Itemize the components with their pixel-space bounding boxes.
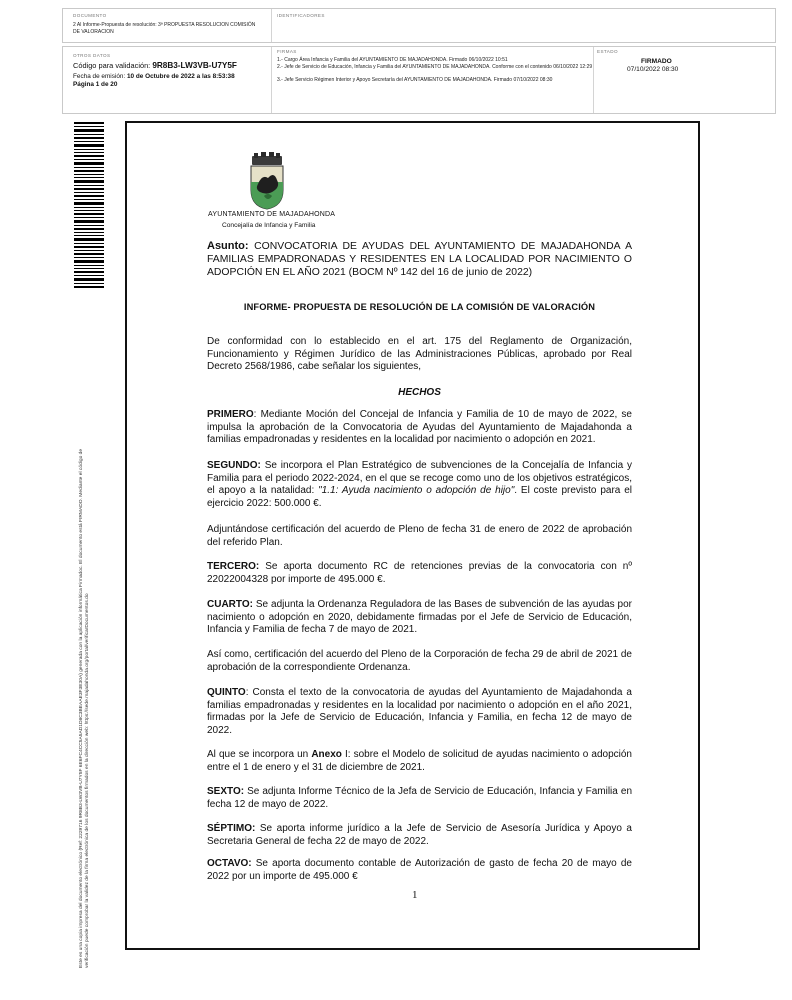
subject-label: Asunto: <box>207 240 249 252</box>
page-number: 1 <box>412 889 418 901</box>
document-title: INFORME- PROPUESTA DE RESOLUCIÓN DE LA COMISIÓN DE VALORACIÓN <box>243 302 596 312</box>
paragraph-segundo <box>207 460 632 510</box>
estado-value: FIRMADO <box>641 58 672 65</box>
quinto-label: QUINTO <box>207 687 246 698</box>
septimo-label: SÉPTIMO: <box>207 823 256 834</box>
paragraph-quinto <box>207 687 632 737</box>
segundo-italic: "1.1: Ayuda nacimiento o adopción de hijo" <box>318 485 515 497</box>
intro-paragraph: De conformidad con lo establecido en el art. 175 del Reglamento de Organización, Funcionamiento y Régimen Jurídico de las Administraciones Públicas, aprobado por Real Decreto 2568/1986, cabe señalar los siguientes, <box>207 336 632 373</box>
org-name: AYUNTAMIENTO DE MAJADAHONDA <box>208 211 336 218</box>
header-divider <box>271 9 272 42</box>
department-name: Concejalía de Infancia y Familia <box>222 222 316 229</box>
paragraph-septimo <box>207 823 632 848</box>
septimo-text: Se aporta informe jurídico a la Jefe de Servicio de Asesoría Jurídica y Apoyo a Secretaria General de fecha 22 de mayo de 2022. <box>207 823 632 847</box>
otros-datos-label: OTROS DATOS <box>73 53 111 58</box>
sexto-label: SEXTO: <box>207 786 245 797</box>
document-header-bottom <box>62 46 776 114</box>
tercero-label: TERCERO: <box>207 561 260 572</box>
header-divider <box>271 47 272 113</box>
verification-side-text <box>79 288 92 968</box>
subject-text: CONVOCATORIA DE AYUDAS DEL AYUNTAMIENTO DE MAJADAHONDA A FAMILIAS EMPADRONADAS Y RESIDENTES EN LA LOCALIDAD POR NACIMIENTO O ADOPCIÓN EN EL AÑO 2021 (BOCM Nº 142 del 16 de junio de 2022) <box>207 241 632 278</box>
coat-of-arms-icon <box>246 152 288 210</box>
segundo-text: Se incorpora el Plan Estratégico de subvenciones de la Concejalía de Infancia y Familia para el periodo 2022-2024, en el que se recoge como uno de los objetivos estratégicos, el apoyo a la natalidad: <box>207 460 632 497</box>
paragraph-sexto <box>207 786 632 811</box>
estado-date: 07/10/2022 08:30 <box>627 66 679 73</box>
paragraph-cuarto <box>207 599 632 637</box>
octavo-text: Se aporta documento contable de Autorización de gasto de fecha 20 de mayo de 2022 por un importe de 495.000 € <box>207 858 632 882</box>
signature-1: 1.- Cargo Área Infancia y Familia del AYUNTAMIENTO DE MAJADAHONDA. Firmado 06/10/2022 10:51 <box>277 57 508 63</box>
primero-label: PRIMERO <box>207 409 254 420</box>
cuarto-text: Se adjunta la Ordenanza Reguladora de las Bases de subvención de las ayudas por nacimiento o adopción en 2020, debidamente firmadas por el Jefe de Servicio de Educación, Infancia y Familia de fecha 7 de mayo de 2021. <box>207 599 632 636</box>
primero-text: : Mediante Moción del Concejal de Infancia y Familia de 10 de mayo de 2022, se impulsa la aprobación de la Convocatoria de Ayudas del Ayuntamiento de Majadahonda a familias empadronadas y residentes en la localidad por nacimiento o adopción en 2021. <box>207 409 632 446</box>
paragraph-tercero <box>207 561 632 586</box>
signature-3: 3.- Jefe Servicio Régimen Interior y Apoyo Secretaría del AYUNTAMIENTO DE MAJADAHONDA. Firmado 07/10/2022 08:30 <box>277 77 553 83</box>
cuarto-label: CUARTO: <box>207 599 253 610</box>
codigo-value[interactable]: 9R8B3-LW3VB-U7Y5F <box>152 61 237 70</box>
documento-value: 2 Al Informe-Propuesta de resolución: 3ª PROPUESTA RESOLUCION COMISIÓN DE VALORACION <box>73 22 256 35</box>
documento-label: DOCUMENTO <box>73 13 107 18</box>
identificadores-label: IDENTIFICADORES <box>277 13 325 18</box>
quinto-text: : Consta el texto de la convocatoria de ayudas del Ayuntamiento de Majadahonda a familias empadronadas y residentes en la localidad por nacimiento o adopción en el año 2021, firmadas por la Jefe de Servicio de Educación, Infancia y Familia, en fecha 12 de mayo de 2022. <box>207 687 632 736</box>
paragraph-asi-como: Así como, certificación del acuerdo del Pleno de la Corporación de fecha 29 de abril de 2021 de aprobación de la correspondiente Ordenanza. <box>207 649 632 673</box>
subject-block <box>207 240 632 279</box>
tercero-text: Se aporta documento RC de retenciones previas de la convocatoria con nº 22022004328 por importe de 495.000 €. <box>207 561 632 585</box>
validation-code <box>73 61 237 70</box>
side-text-line-1: Este es una copia impresa del documento electrónico (Ref: 2229716 9R8B3-LW3VB-U7Y5F 6E6FC4CC5A5AD1D8C3BEAAE3F3E30A) generada con la aplicación informática Firmadoc. El documento está FIRMADO. Mediante el código de <box>79 448 84 968</box>
segundo-label: SEGUNDO: <box>207 460 261 471</box>
fecha-label: Fecha de emisión: <box>73 73 126 80</box>
header-divider <box>593 47 594 113</box>
firmas-label: FIRMAS <box>277 49 297 54</box>
sexto-text: Se adjunta Informe Técnico de la Jefa de Servicio de Educación, Infancia y Familia en fecha 12 de mayo de 2022. <box>207 786 632 810</box>
codigo-label: Código para validación: <box>73 61 151 70</box>
paragraph-anexo <box>207 749 632 774</box>
anexo-text: I: sobre el Modelo de solicitud de ayudas nacimiento o adopción entre el 1 de enero y el 31 de diciembre de 2021. <box>207 749 632 773</box>
paragraph-primero <box>207 409 632 447</box>
paragraph-octavo <box>207 858 632 883</box>
fecha-value: 10 de Octubre de 2022 a las 8:53:38 <box>127 73 235 80</box>
segundo-end: . El coste previsto para el ejercicio 2022: 500.000 €. <box>207 485 633 509</box>
side-text-line-2[interactable]: verificación puede comprobar la validez de la firma electrónica de los documentos firmados en la dirección web: https://sede.majadahonda.org/portal/verificarDocumentos.do <box>85 593 91 968</box>
page-count: Página 1 de 20 <box>73 81 118 88</box>
signature-2: 2.- Jefe de Servicio de Educación, Infancia y Familia del AYUNTAMIENTO DE MAJADAHONDA. Conforme con el contenido 06/10/2022 12:29 <box>277 64 593 70</box>
barcode-icon <box>74 122 104 290</box>
hechos-heading: HECHOS <box>398 387 441 398</box>
estado-label: ESTADO <box>597 49 618 54</box>
anexo-label: Anexo <box>311 749 342 760</box>
document-header-top <box>62 8 776 43</box>
paragraph-adjuntandose: Adjuntándose certificación del acuerdo de Pleno de fecha 31 de enero de 2022 de aprobación del referido Plan. <box>207 524 632 548</box>
octavo-label: OCTAVO: <box>207 858 252 869</box>
anexo-pre: Al que se incorpora un <box>207 749 312 760</box>
